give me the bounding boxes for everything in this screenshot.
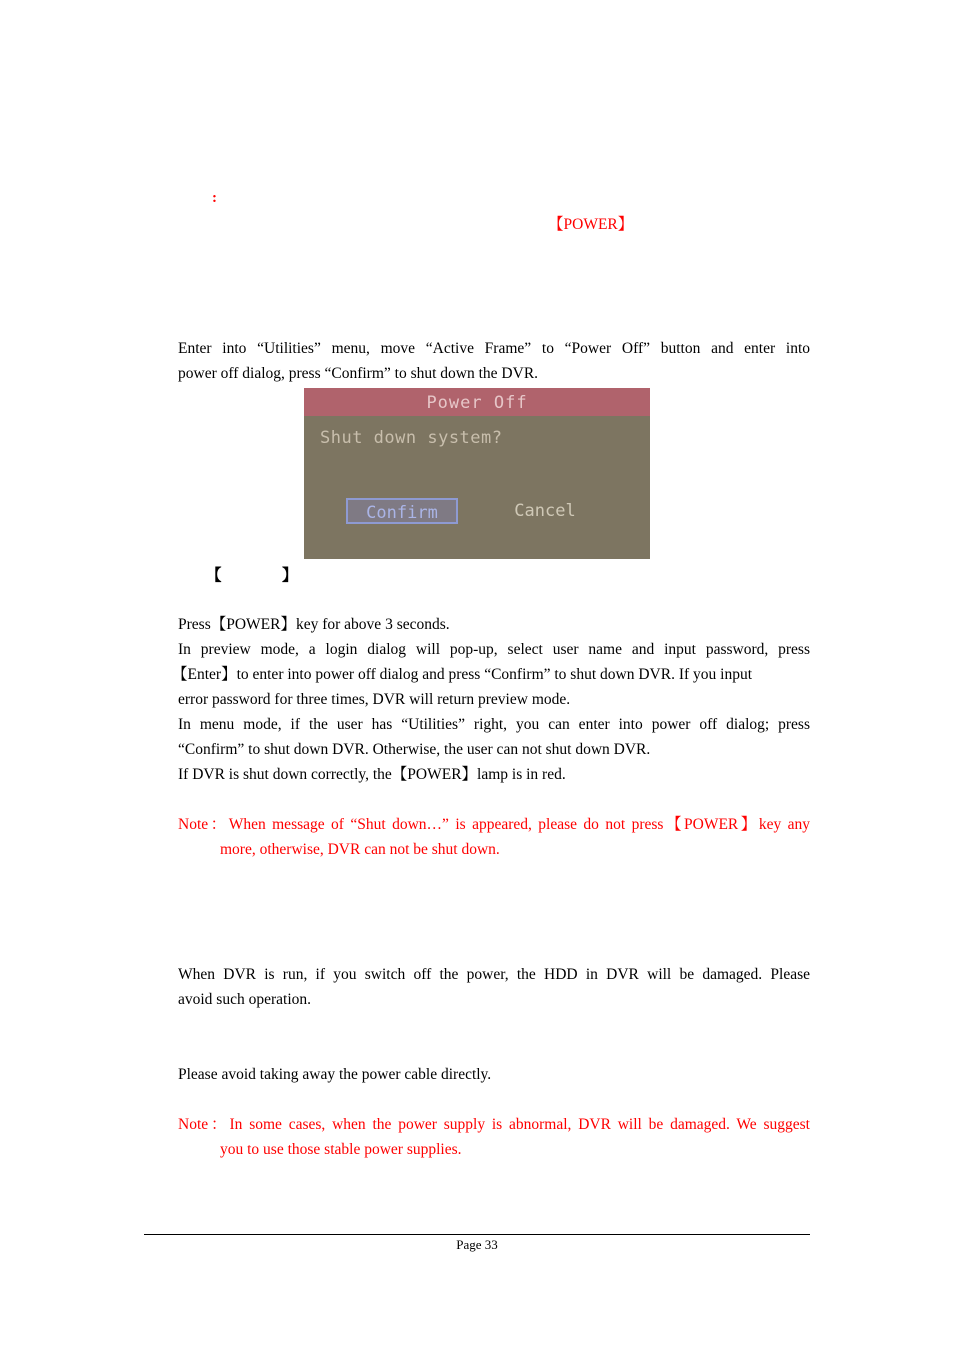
colon-mark: : <box>212 190 217 206</box>
footer-divider <box>144 1234 810 1235</box>
power-off-dialog-screenshot <box>304 388 650 559</box>
step-lamp: If DVR is shut down correctly, the【POWER】lamp is in red. <box>178 766 566 783</box>
confirm-button[interactable]: Confirm <box>346 498 458 524</box>
cable-line: Please avoid taking away the power cable directly. <box>178 1066 492 1083</box>
note-2-line-2: you to use those stable power supplies. <box>220 1141 462 1158</box>
page-number: Page 33 <box>456 1237 498 1252</box>
step-preview-1: In preview mode, a login dialog will pop-up, select user name and input password, press <box>178 641 810 658</box>
warning-line-2: avoid such operation. <box>178 991 312 1008</box>
bracket-left: 【 <box>206 567 222 584</box>
intro-line-2: power off dialog, press “Confirm” to shut down the DVR. <box>178 365 539 382</box>
cancel-button[interactable]: Cancel <box>514 501 576 521</box>
step-menu-1: In menu mode, if the user has “Utilities” right, you can enter into power off dialog; press <box>178 716 810 733</box>
bracket-right: 】 <box>282 567 298 584</box>
note-2-line-1: Note：In some cases, when the power supply is abnormal, DVR will be damaged. We suggest <box>178 1116 810 1133</box>
dialog-title: Power Off <box>304 388 650 416</box>
dialog-message: Shut down system? <box>320 428 503 448</box>
power-key-label: 【POWER】 <box>548 216 634 233</box>
warning-line-1: When DVR is run, if you switch off the power, the HDD in DVR will be damaged. Please <box>178 966 810 983</box>
step-menu-2: “Confirm” to shut down DVR. Otherwise, the user can not shut down DVR. <box>178 741 651 758</box>
intro-line-1: Enter into “Utilities” menu, move “Active Frame” to “Power Off” button and enter into <box>178 340 810 357</box>
note-1-line-1: Note：When message of “Shut down…” is appeared, please do not press【POWER】key any <box>178 816 810 833</box>
step-press-power: Press【POWER】key for above 3 seconds. <box>178 616 450 633</box>
step-preview-2: 【Enter】to enter into power off dialog and press “Confirm” to shut down DVR. If you input <box>172 666 753 683</box>
note-1-line-2: more, otherwise, DVR can not be shut down. <box>220 841 500 858</box>
step-preview-3: error password for three times, DVR will return preview mode. <box>178 691 571 708</box>
